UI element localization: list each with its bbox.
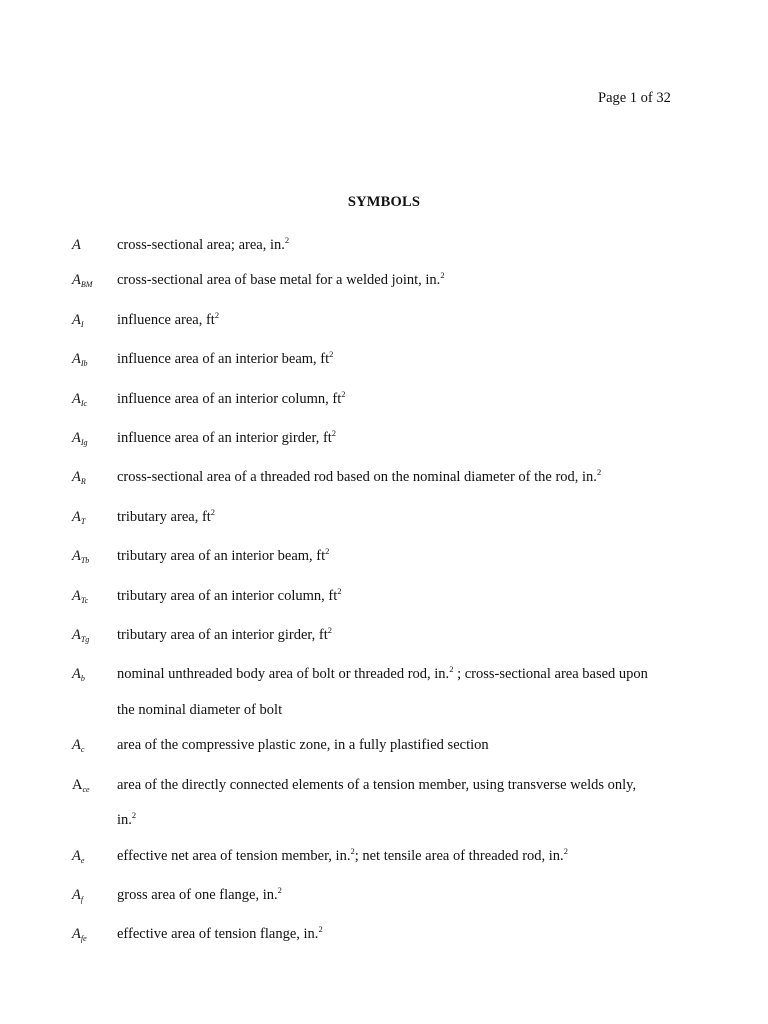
definition-text: cross-sectional area; area, in. xyxy=(117,237,285,253)
symbol-letter: A xyxy=(72,587,81,604)
definition-line xyxy=(117,342,692,377)
symbol-term xyxy=(72,421,117,460)
symbol-term xyxy=(72,263,117,302)
superscript: 2 xyxy=(327,625,333,636)
symbol-subscript: fe xyxy=(80,934,87,944)
definition-line xyxy=(117,539,692,574)
superscript: 2 xyxy=(440,270,445,281)
symbol-definition xyxy=(117,539,692,574)
superscript: 2 xyxy=(284,235,290,245)
symbol-definition xyxy=(117,917,692,952)
symbol-subscript: R xyxy=(80,477,86,487)
definition-line xyxy=(117,263,692,298)
superscript: 2 xyxy=(318,924,323,935)
symbol-term xyxy=(72,500,117,539)
symbol-definition xyxy=(117,728,692,763)
symbol-definition xyxy=(117,657,692,728)
symbol-letter: A xyxy=(72,430,81,447)
symbol-letter: A xyxy=(72,737,81,754)
definition-line xyxy=(117,803,692,838)
superscript: 2 xyxy=(277,884,282,895)
definition-text-continued: ; cross-sectional area based upon xyxy=(453,666,648,683)
symbol-entry xyxy=(72,303,692,342)
symbol-entry xyxy=(72,539,692,578)
definition-text: influence area, ft xyxy=(117,311,215,328)
symbol-letter: A xyxy=(72,847,81,864)
symbol-letter: A xyxy=(72,469,81,486)
superscript: 2 xyxy=(449,664,454,675)
superscript: 2 xyxy=(331,428,337,439)
symbol-term xyxy=(72,539,117,578)
definition-text: in. xyxy=(117,812,132,829)
symbol-definition xyxy=(117,382,692,417)
superscript: 2 xyxy=(214,309,220,320)
symbol-letter: A xyxy=(72,311,81,328)
symbol-term xyxy=(72,342,117,381)
symbol-definition xyxy=(117,618,692,653)
symbol-entry xyxy=(72,728,692,767)
symbol-letter: A xyxy=(72,237,81,253)
definition-line xyxy=(117,693,692,728)
symbol-term xyxy=(72,657,117,696)
symbol-term xyxy=(72,839,117,878)
symbol-entry xyxy=(72,263,692,302)
symbol-entry xyxy=(72,917,692,956)
definition-line xyxy=(117,768,692,803)
symbol-subscript: BM xyxy=(80,280,93,290)
symbol-subscript: Tc xyxy=(80,595,89,605)
symbol-term xyxy=(72,917,117,956)
definition-line xyxy=(117,421,692,456)
symbol-entry xyxy=(72,382,692,421)
definition-line xyxy=(117,839,692,874)
page-number: Page 1 of 32 xyxy=(598,90,671,106)
definition-line xyxy=(117,878,692,913)
symbol-subscript: ce xyxy=(82,784,90,794)
definition-text: gross area of one flange, in. xyxy=(117,886,278,903)
superscript: 2 xyxy=(563,845,568,856)
symbol-term xyxy=(72,579,117,618)
symbol-entry xyxy=(72,579,692,618)
symbol-letter: A xyxy=(72,886,81,903)
definition-text: tributary area, ft xyxy=(117,508,211,525)
symbol-entry xyxy=(72,768,692,839)
definition-text: the nominal diameter of bolt xyxy=(117,701,283,718)
symbol-subscript: Ic xyxy=(80,398,88,408)
definition-text: influence area of an interior girder, ft xyxy=(117,430,332,447)
definition-text: effective net area of tension member, in. xyxy=(117,847,351,864)
symbol-subscript: c xyxy=(80,745,85,755)
symbol-subscript: I xyxy=(80,319,84,329)
symbol-term xyxy=(72,728,117,767)
symbol-letter: A xyxy=(72,666,81,683)
symbol-term xyxy=(72,878,117,917)
symbol-entry xyxy=(72,657,692,728)
superscript: 2 xyxy=(350,845,355,856)
definition-text: influence area of an interior beam, ft xyxy=(117,351,330,368)
superscript: 2 xyxy=(337,585,342,596)
symbol-entry xyxy=(72,421,692,460)
symbol-letter: A xyxy=(72,351,81,368)
symbol-subscript: f xyxy=(80,894,84,904)
definition-text: cross-sectional area of base metal for a welded joint, in. xyxy=(117,272,441,289)
definition-line xyxy=(117,579,692,614)
symbol-subscript: Tg xyxy=(80,635,90,645)
page-title: SYMBOLS xyxy=(347,194,421,210)
definition-line xyxy=(117,657,692,692)
superscript: 2 xyxy=(210,506,216,517)
symbol-entry xyxy=(72,878,692,917)
definition-text: effective area of tension flange, in. xyxy=(117,926,319,943)
symbol-definition xyxy=(117,303,692,338)
symbol-letter: A xyxy=(72,390,81,407)
definition-line xyxy=(117,382,692,417)
superscript: 2 xyxy=(596,467,602,478)
symbol-definition xyxy=(117,263,692,298)
definition-text: tributary area of an interior column, ft xyxy=(117,587,338,604)
symbol-entry xyxy=(72,460,692,499)
definition-line xyxy=(117,303,692,338)
symbol-letter: A xyxy=(72,776,83,793)
superscript: 2 xyxy=(325,546,330,557)
symbol-entry xyxy=(72,228,692,263)
symbol-definition xyxy=(117,878,692,913)
symbol-definition xyxy=(117,421,692,456)
definition-text: cross-sectional area of a threaded rod based on the nominal diameter of the rod, in. xyxy=(117,469,597,486)
definition-line xyxy=(117,917,692,952)
definition-line xyxy=(117,618,692,653)
definition-text: nominal unthreaded body area of bolt or threaded rod, in. xyxy=(117,666,450,683)
definition-line xyxy=(117,228,692,263)
definition-line xyxy=(117,728,692,763)
symbol-subscript: e xyxy=(80,855,85,865)
symbol-entry xyxy=(72,618,692,657)
definition-line xyxy=(117,500,692,535)
definition-text: tributary area of an interior beam, ft xyxy=(117,548,326,565)
symbol-list xyxy=(72,228,692,957)
symbol-term xyxy=(72,228,117,263)
symbol-subscript: Ig xyxy=(80,438,88,448)
symbol-definition xyxy=(117,839,692,874)
symbol-subscript: T xyxy=(80,516,86,526)
symbol-term xyxy=(72,382,117,421)
definition-text-continued: ; net tensile area of threaded rod, in. xyxy=(354,847,564,864)
symbol-definition xyxy=(117,579,692,614)
definition-text: influence area of an interior column, ft xyxy=(117,390,342,407)
symbol-definition xyxy=(117,228,692,263)
symbol-letter: A xyxy=(72,272,81,289)
symbol-term xyxy=(72,618,117,657)
symbol-term xyxy=(72,303,117,342)
symbol-subscript: Tb xyxy=(80,556,90,566)
definition-line xyxy=(117,460,692,495)
definition-text: tributary area of an interior girder, ft xyxy=(117,627,328,644)
symbol-term xyxy=(72,460,117,499)
definition-text: area of the directly connected elements of a tension member, using transverse welds only, xyxy=(117,776,637,793)
symbol-definition xyxy=(117,768,692,839)
superscript: 2 xyxy=(131,810,137,821)
symbol-entry xyxy=(72,342,692,381)
symbol-definition xyxy=(117,500,692,535)
symbol-subscript: b xyxy=(80,674,85,684)
symbol-letter: A xyxy=(72,508,81,525)
superscript: 2 xyxy=(329,349,334,360)
symbol-entry xyxy=(72,500,692,539)
symbol-letter: A xyxy=(72,627,81,644)
symbol-subscript: Ib xyxy=(80,359,88,369)
symbol-term xyxy=(72,768,117,807)
symbol-definition xyxy=(117,460,692,495)
superscript: 2 xyxy=(341,388,346,399)
symbol-definition xyxy=(117,342,692,377)
symbol-letter: A xyxy=(72,548,81,565)
symbol-letter: A xyxy=(72,926,81,943)
definition-text: area of the compressive plastic zone, in a fully plastified section xyxy=(117,737,489,754)
symbol-entry xyxy=(72,839,692,878)
